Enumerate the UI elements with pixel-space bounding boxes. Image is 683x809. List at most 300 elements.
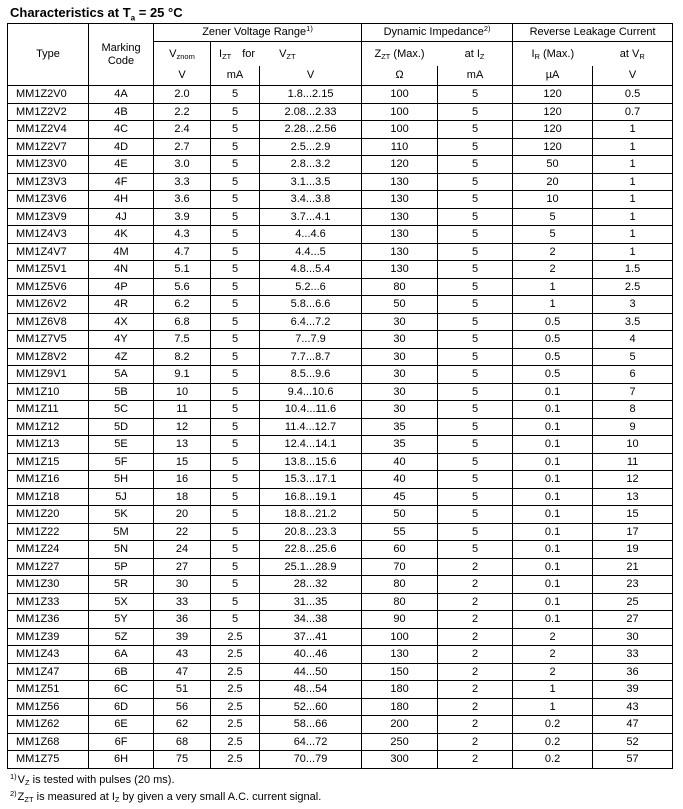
cell-value: 5	[438, 191, 513, 209]
cell-value: 27	[154, 558, 211, 576]
cell-value: 45	[362, 488, 438, 506]
dynamic-impedance-label: Dynamic Impedance	[383, 26, 484, 38]
cell-value: 5	[438, 226, 513, 244]
cell-value: 7	[593, 383, 673, 401]
cell-value: 13	[154, 436, 211, 454]
cell-value: 2.08...2.33	[260, 103, 362, 121]
cell-value: 5	[438, 296, 513, 314]
cell-value: 4J	[89, 208, 154, 226]
cell-value: 1.5	[593, 261, 673, 279]
unit-zzt: Ω	[362, 66, 438, 86]
cell-value: 2.7	[154, 138, 211, 156]
cell-value: 5.6	[154, 278, 211, 296]
cell-type: MM1Z20	[8, 506, 89, 524]
cell-value: 0.1	[513, 558, 593, 576]
cell-value: 20.8...23.3	[260, 523, 362, 541]
cell-value: 6F	[89, 733, 154, 751]
cell-value: 0.1	[513, 611, 593, 629]
cell-value: 0.1	[513, 383, 593, 401]
cell-type: MM1Z6V2	[8, 296, 89, 314]
cell-value: 6A	[89, 646, 154, 664]
table-row	[8, 208, 673, 226]
cell-value: 20	[154, 506, 211, 524]
cell-value: 57	[593, 751, 673, 769]
cell-value: 2	[438, 698, 513, 716]
cell-value: 4P	[89, 278, 154, 296]
cell-type: MM1Z36	[8, 611, 89, 629]
cell-value: 5R	[89, 576, 154, 594]
cell-value: 3.1...3.5	[260, 173, 362, 191]
table-row	[8, 471, 673, 489]
footnotes	[10, 772, 683, 806]
cell-value: 5	[211, 418, 260, 436]
cell-value: 0.5	[513, 348, 593, 366]
cell-value: 10	[593, 436, 673, 454]
cell-value: 30	[154, 576, 211, 594]
cell-type: MM1Z56	[8, 698, 89, 716]
ir-max-symbol: $I_R$ (Max.)	[531, 48, 575, 61]
cell-value: 40	[362, 453, 438, 471]
cell-type: MM1Z4V7	[8, 243, 89, 261]
cell-value: 6	[593, 366, 673, 384]
cell-value: 4D	[89, 138, 154, 156]
cell-value: 51	[154, 681, 211, 699]
cell-value: 4.8...5.4	[260, 261, 362, 279]
cell-value: 12.4...14.1	[260, 436, 362, 454]
cell-value: 30	[362, 331, 438, 349]
cell-value: 120	[513, 121, 593, 139]
cell-value: 4	[593, 331, 673, 349]
group-header-dynamic-impedance	[362, 24, 513, 42]
table-row	[8, 296, 673, 314]
cell-type: MM1Z3V6	[8, 191, 89, 209]
header-row-groups	[8, 24, 673, 42]
izt-symbol: $I_{ZT}$	[219, 48, 232, 61]
cell-value: 5	[438, 348, 513, 366]
cell-value: 5.1	[154, 261, 211, 279]
cell-value: 17	[593, 523, 673, 541]
cell-value: 2.5	[211, 698, 260, 716]
reverse-leakage-current-label: Reverse Leakage Current	[529, 26, 656, 38]
cell-value: 0.1	[513, 576, 593, 594]
cell-type: MM1Z5V1	[8, 261, 89, 279]
table-row	[8, 86, 673, 104]
cell-value: 10	[513, 191, 593, 209]
cell-type: MM1Z8V2	[8, 348, 89, 366]
cell-value: 37...41	[260, 628, 362, 646]
cell-value: 130	[362, 261, 438, 279]
cell-type: MM1Z3V0	[8, 156, 89, 174]
cell-value: 22.8...25.6	[260, 541, 362, 559]
cell-value: 80	[362, 593, 438, 611]
cell-value: 5	[438, 173, 513, 191]
table-row	[8, 383, 673, 401]
cell-value: 2	[513, 628, 593, 646]
cell-type: MM1Z2V0	[8, 86, 89, 104]
cell-value: 90	[362, 611, 438, 629]
cell-value: 25.1...28.9	[260, 558, 362, 576]
table-row	[8, 278, 673, 296]
cell-value: 0.1	[513, 506, 593, 524]
cell-value: 3.4...3.8	[260, 191, 362, 209]
table-row	[8, 138, 673, 156]
cell-value: 5.8...6.6	[260, 296, 362, 314]
footnote-1	[10, 772, 683, 789]
table-row	[8, 121, 673, 139]
cell-value: 1	[593, 243, 673, 261]
cell-value: 47	[593, 716, 673, 734]
cell-value: 28...32	[260, 576, 362, 594]
cell-value: 1.8...2.15	[260, 86, 362, 104]
cell-value: 15	[154, 453, 211, 471]
cell-value: 5	[513, 226, 593, 244]
cell-value: 5	[438, 156, 513, 174]
cell-value: 7...7.9	[260, 331, 362, 349]
cell-value: 40...46	[260, 646, 362, 664]
table-row	[8, 261, 673, 279]
cell-value: 4K	[89, 226, 154, 244]
footnote-ref-2: 2)	[483, 24, 491, 33]
cell-type: MM1Z5V6	[8, 278, 89, 296]
cell-value: 2	[438, 628, 513, 646]
cell-value: 6C	[89, 681, 154, 699]
for-word: for	[242, 48, 256, 60]
cell-value: 12	[154, 418, 211, 436]
cell-value: 5X	[89, 593, 154, 611]
zzt-max-symbol: $Z_{ZT}$ (Max.)	[374, 48, 425, 61]
cell-value: 2	[513, 261, 593, 279]
cell-value: 7.5	[154, 331, 211, 349]
cell-value: 30	[362, 383, 438, 401]
col-header-type: Type	[8, 24, 89, 86]
cell-value: 5	[211, 348, 260, 366]
cell-value: 25	[593, 593, 673, 611]
cell-value: 300	[362, 751, 438, 769]
cell-value: 2.2	[154, 103, 211, 121]
cell-value: 3	[593, 296, 673, 314]
cell-value: 3.0	[154, 156, 211, 174]
cell-type: MM1Z27	[8, 558, 89, 576]
cell-value: 2.5...2.9	[260, 138, 362, 156]
cell-value: 6E	[89, 716, 154, 734]
cell-type: MM1Z10	[8, 383, 89, 401]
cell-type: MM1Z12	[8, 418, 89, 436]
table-row	[8, 751, 673, 769]
cell-value: 10	[154, 383, 211, 401]
cell-value: 0.5	[513, 331, 593, 349]
cell-value: 5	[211, 103, 260, 121]
cell-value: 33	[593, 646, 673, 664]
table-row	[8, 103, 673, 121]
cell-value: 2.5	[211, 646, 260, 664]
cell-value: 55	[362, 523, 438, 541]
cell-value: 30	[362, 401, 438, 419]
table-row	[8, 646, 673, 664]
cell-type: MM1Z15	[8, 453, 89, 471]
cell-value: 0.2	[513, 751, 593, 769]
cell-value: 5	[438, 261, 513, 279]
cell-type: MM1Z2V4	[8, 121, 89, 139]
group-header-zener-voltage-range	[154, 24, 362, 42]
col-header-vznom	[154, 42, 211, 67]
cell-value: 180	[362, 698, 438, 716]
cell-value: 5Z	[89, 628, 154, 646]
cell-value: 13	[593, 488, 673, 506]
table-row	[8, 226, 673, 244]
table-row	[8, 418, 673, 436]
cell-value: 0.1	[513, 471, 593, 489]
cell-value: 50	[362, 296, 438, 314]
cell-value: 5	[438, 488, 513, 506]
table-row	[8, 243, 673, 261]
cell-type: MM1Z3V9	[8, 208, 89, 226]
cell-type: MM1Z7V5	[8, 331, 89, 349]
cell-type: MM1Z43	[8, 646, 89, 664]
cell-value: 70...79	[260, 751, 362, 769]
cell-value: 5	[438, 278, 513, 296]
cell-value: 2	[513, 646, 593, 664]
cell-value: 11	[593, 453, 673, 471]
cell-value: 120	[513, 86, 593, 104]
cell-value: 30	[593, 628, 673, 646]
cell-value: 8.2	[154, 348, 211, 366]
cell-value: 0.7	[593, 103, 673, 121]
footnote-2	[10, 789, 683, 806]
cell-value: 5	[211, 593, 260, 611]
cell-value: 5	[211, 208, 260, 226]
cell-type: MM1Z24	[8, 541, 89, 559]
cell-value: 3.7...4.1	[260, 208, 362, 226]
cell-value: 5H	[89, 471, 154, 489]
cell-value: 5	[211, 611, 260, 629]
cell-value: 4.3	[154, 226, 211, 244]
cell-type: MM1Z47	[8, 663, 89, 681]
cell-value: 4X	[89, 313, 154, 331]
footnote-2-text: $Z_{ZT}$ is measured at $I_Z$ by given a very small A.C. current signal.	[17, 790, 322, 804]
unit-vzt: V	[260, 66, 362, 86]
cell-type: MM1Z75	[8, 751, 89, 769]
at-iz-symbol: at $I_Z$	[464, 48, 485, 61]
cell-value: 4R	[89, 296, 154, 314]
cell-value: 30	[362, 313, 438, 331]
cell-value: 3.5	[593, 313, 673, 331]
vznom-symbol: V	[169, 48, 177, 60]
cell-value: 23	[593, 576, 673, 594]
cell-type: MM1Z51	[8, 681, 89, 699]
cell-value: 120	[362, 156, 438, 174]
cell-value: 5F	[89, 453, 154, 471]
cell-value: 3.3	[154, 173, 211, 191]
cell-value: 5	[438, 208, 513, 226]
cell-value: 3.6	[154, 191, 211, 209]
cell-value: 36	[593, 663, 673, 681]
unit-ir: µA	[513, 66, 593, 86]
cell-value: 2.5	[211, 681, 260, 699]
cell-value: 11.4...12.7	[260, 418, 362, 436]
cell-value: 5	[438, 506, 513, 524]
cell-value: 16.8...19.1	[260, 488, 362, 506]
cell-value: 1	[513, 681, 593, 699]
col-header-marking-code: Marking Code	[89, 24, 154, 86]
cell-value: 6.2	[154, 296, 211, 314]
table-header	[8, 24, 673, 86]
cell-value: 39	[593, 681, 673, 699]
cell-value: 5	[211, 226, 260, 244]
cell-value: 4C	[89, 121, 154, 139]
cell-value: 120	[513, 138, 593, 156]
page-title	[10, 5, 683, 23]
cell-value: 4H	[89, 191, 154, 209]
table-row	[8, 331, 673, 349]
cell-type: MM1Z2V7	[8, 138, 89, 156]
cell-value: 5B	[89, 383, 154, 401]
table-row	[8, 593, 673, 611]
unit-vznom: V	[154, 66, 211, 86]
cell-value: 1	[513, 296, 593, 314]
cell-value: 5	[438, 86, 513, 104]
vzt-symbol: $V_{ZT}$	[279, 48, 296, 61]
cell-value: 5	[438, 121, 513, 139]
table-row	[8, 348, 673, 366]
cell-value: 5P	[89, 558, 154, 576]
table-row	[8, 191, 673, 209]
cell-value: 2.4	[154, 121, 211, 139]
cell-value: 5	[438, 418, 513, 436]
cell-value: 1	[593, 191, 673, 209]
cell-value: 5	[211, 121, 260, 139]
cell-value: 24	[154, 541, 211, 559]
cell-value: 5	[211, 558, 260, 576]
cell-value: 1	[513, 278, 593, 296]
table-row	[8, 436, 673, 454]
cell-value: 60	[362, 541, 438, 559]
cell-value: 2.5	[211, 733, 260, 751]
cell-type: MM1Z39	[8, 628, 89, 646]
cell-value: 0.2	[513, 733, 593, 751]
cell-value: 1	[593, 226, 673, 244]
cell-value: 100	[362, 121, 438, 139]
cell-value: 5	[438, 453, 513, 471]
cell-value: 5	[211, 86, 260, 104]
cell-value: 130	[362, 243, 438, 261]
cell-value: 30	[362, 366, 438, 384]
cell-value: 2	[438, 611, 513, 629]
cell-value: 2.5	[211, 663, 260, 681]
cell-value: 4Z	[89, 348, 154, 366]
table-row	[8, 541, 673, 559]
cell-value: 11	[154, 401, 211, 419]
cell-value: 2	[438, 681, 513, 699]
cell-value: 2	[438, 646, 513, 664]
cell-value: 5	[211, 278, 260, 296]
cell-value: 64...72	[260, 733, 362, 751]
cell-value: 5	[438, 366, 513, 384]
cell-type: MM1Z62	[8, 716, 89, 734]
cell-value: 5	[438, 103, 513, 121]
cell-value: 4E	[89, 156, 154, 174]
table-row	[8, 698, 673, 716]
cell-value: 5	[211, 138, 260, 156]
cell-value: 16	[154, 471, 211, 489]
cell-value: 130	[362, 208, 438, 226]
cell-value: 2.28...2.56	[260, 121, 362, 139]
cell-value: 5A	[89, 366, 154, 384]
table-row	[8, 681, 673, 699]
cell-value: 5	[438, 471, 513, 489]
cell-value: 5	[211, 488, 260, 506]
cell-value: 0.2	[513, 716, 593, 734]
cell-value: 5	[211, 296, 260, 314]
cell-value: 80	[362, 278, 438, 296]
footnote-ref-1: 1)	[306, 24, 313, 33]
cell-value: 36	[154, 611, 211, 629]
cell-value: 0.1	[513, 436, 593, 454]
cell-value: 2	[438, 558, 513, 576]
cell-value: 2.0	[154, 86, 211, 104]
cell-value: 31...35	[260, 593, 362, 611]
table-row	[8, 733, 673, 751]
table-row	[8, 453, 673, 471]
table-body	[8, 86, 673, 769]
vznom-subscript: znom	[176, 52, 195, 61]
cell-value: 18.8...21.2	[260, 506, 362, 524]
cell-value: 19	[593, 541, 673, 559]
cell-value: 5	[211, 471, 260, 489]
cell-value: 75	[154, 751, 211, 769]
cell-value: 5	[211, 506, 260, 524]
page-title-subscript: a	[130, 13, 136, 23]
cell-value: 130	[362, 191, 438, 209]
cell-value: 0.5	[593, 86, 673, 104]
cell-value: 15	[593, 506, 673, 524]
cell-value: 2	[438, 751, 513, 769]
table-row	[8, 488, 673, 506]
cell-value: 0.5	[513, 313, 593, 331]
table-row	[8, 611, 673, 629]
cell-value: 180	[362, 681, 438, 699]
cell-value: 250	[362, 733, 438, 751]
cell-value: 50	[362, 506, 438, 524]
cell-value: 5	[438, 401, 513, 419]
cell-value: 5	[438, 523, 513, 541]
cell-value: 5	[211, 261, 260, 279]
cell-value: 5Y	[89, 611, 154, 629]
cell-value: 5	[513, 208, 593, 226]
cell-value: 5	[211, 173, 260, 191]
cell-value: 22	[154, 523, 211, 541]
cell-value: 5	[211, 191, 260, 209]
cell-value: 9	[593, 418, 673, 436]
cell-value: 4N	[89, 261, 154, 279]
cell-value: 2	[513, 243, 593, 261]
cell-value: 4.7	[154, 243, 211, 261]
cell-value: 5	[438, 243, 513, 261]
cell-value: 5	[211, 401, 260, 419]
cell-value: 30	[362, 348, 438, 366]
cell-value: 0.1	[513, 401, 593, 419]
cell-type: MM1Z6V8	[8, 313, 89, 331]
cell-value: 130	[362, 226, 438, 244]
group-header-reverse-leakage-current	[513, 24, 673, 42]
footnote-2-marker: 2)	[10, 788, 17, 798]
cell-value: 35	[362, 436, 438, 454]
cell-type: MM1Z13	[8, 436, 89, 454]
cell-value: 5	[211, 313, 260, 331]
cell-value: 5	[211, 576, 260, 594]
cell-value: 1	[593, 173, 673, 191]
cell-type: MM1Z16	[8, 471, 89, 489]
cell-value: 5	[211, 436, 260, 454]
